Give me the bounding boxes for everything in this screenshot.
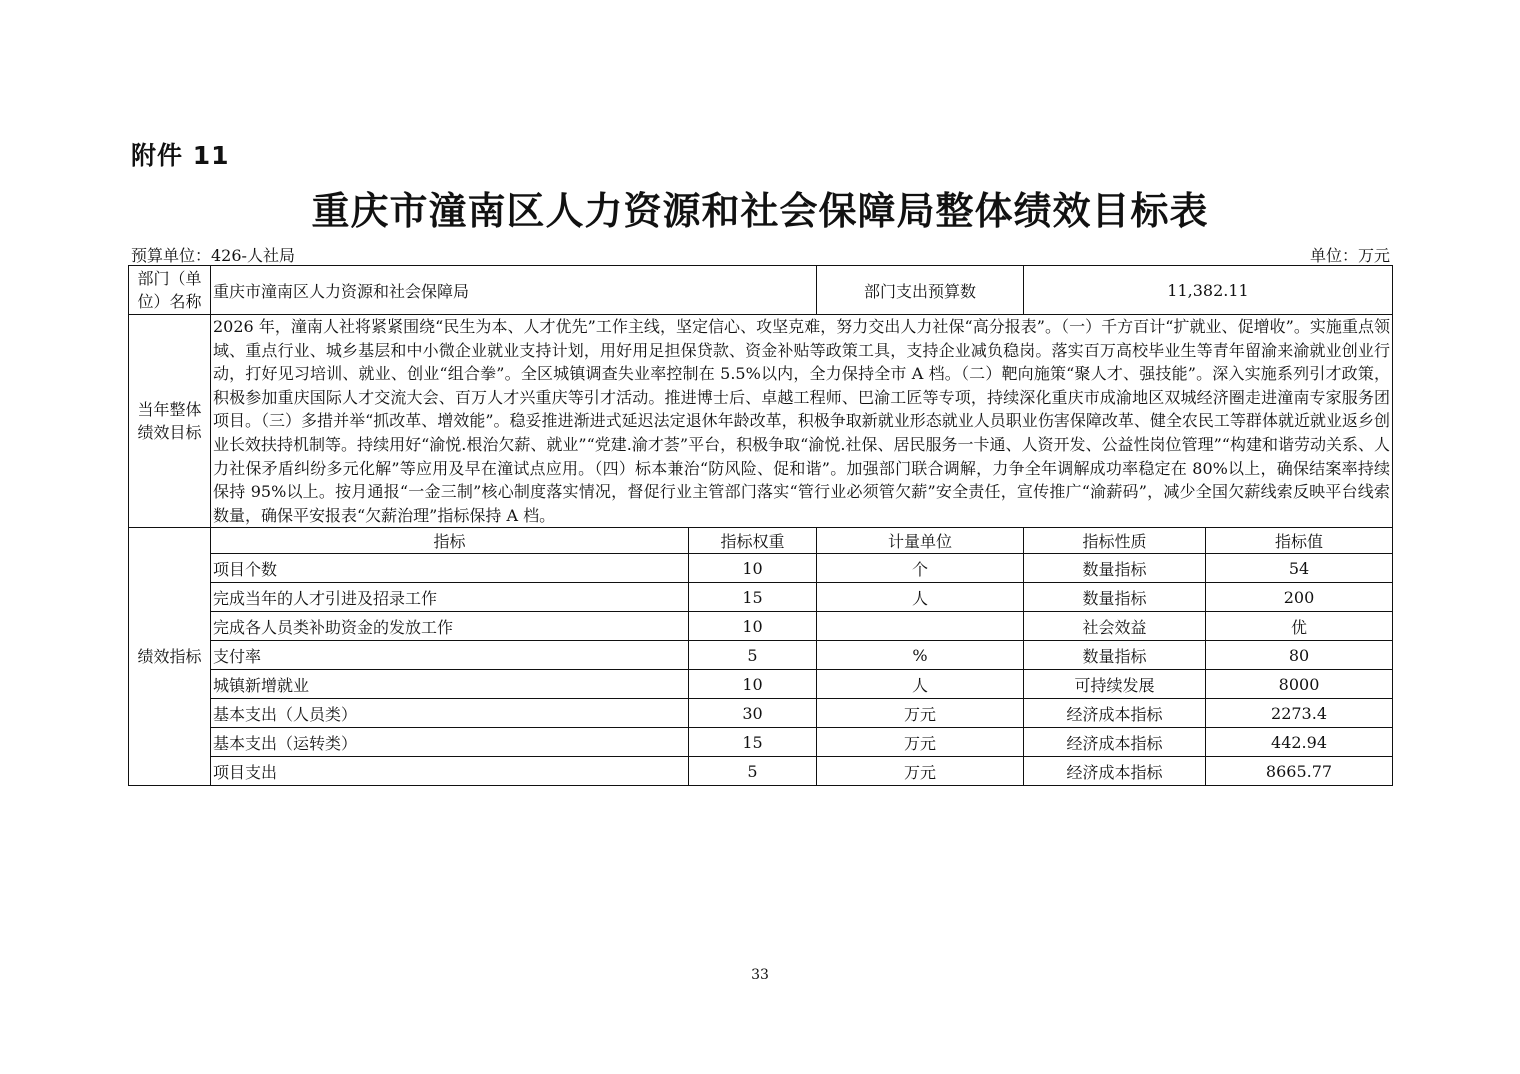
dept-row: [129, 266, 1393, 315]
indicator-unit: 个: [817, 554, 1024, 583]
table-row: [129, 699, 1393, 728]
table-row: [129, 583, 1393, 612]
header-unit: 计量单位: [817, 528, 1024, 554]
indicator-nature: 经济成本指标: [1024, 757, 1206, 786]
indicator-name: 完成各人员类补助资金的发放工作: [211, 612, 689, 641]
indicator-name: 基本支出（人员类）: [211, 699, 689, 728]
performance-table: [128, 265, 1393, 786]
indicator-name: 城镇新增就业: [211, 670, 689, 699]
indicator-weight: 15: [689, 583, 817, 612]
indicator-value: 优: [1206, 612, 1393, 641]
indicator-unit: 万元: [817, 757, 1024, 786]
indicator-nature: 数量指标: [1024, 641, 1206, 670]
indicator-weight: 10: [689, 612, 817, 641]
indicator-weight: 5: [689, 641, 817, 670]
dept-label: 部门（单位）名称: [129, 266, 211, 315]
indicator-value: 8665.77: [1206, 757, 1393, 786]
currency-unit: 单位：万元: [1309, 246, 1390, 265]
table-row: [129, 641, 1393, 670]
indicator-unit: 人: [817, 670, 1024, 699]
indicator-value: 8000: [1206, 670, 1393, 699]
header-nature: 指标性质: [1024, 528, 1206, 554]
indicator-name: 完成当年的人才引进及招录工作: [211, 583, 689, 612]
dept-budget-value: 11,382.11: [1024, 266, 1393, 315]
indicator-nature: 经济成本指标: [1024, 699, 1206, 728]
indicator-value: 80: [1206, 641, 1393, 670]
indicator-unit: 人: [817, 583, 1024, 612]
indicator-nature: 社会效益: [1024, 612, 1206, 641]
dept-name: 重庆市潼南区人力资源和社会保障局: [211, 266, 817, 315]
indicators-label: 绩效指标: [129, 528, 211, 786]
indicator-value: 200: [1206, 583, 1393, 612]
indicator-name: 基本支出（运转类）: [211, 728, 689, 757]
indicator-nature: 可持续发展: [1024, 670, 1206, 699]
page-number: 33: [751, 967, 769, 983]
indicator-unit: 万元: [817, 699, 1024, 728]
indicator-weight: 10: [689, 670, 817, 699]
table-row: [129, 554, 1393, 583]
table-row: [129, 728, 1393, 757]
indicator-nature: 数量指标: [1024, 554, 1206, 583]
attachment-label: 附件 11: [131, 141, 230, 170]
indicator-value: 54: [1206, 554, 1393, 583]
table-row: [129, 612, 1393, 641]
dept-budget-label: 部门支出预算数: [817, 266, 1024, 315]
budget-unit: 预算单位：426-人社局: [131, 246, 295, 265]
indicator-name: 支付率: [211, 641, 689, 670]
indicator-unit: 万元: [817, 728, 1024, 757]
indicator-unit: [817, 612, 1024, 641]
indicator-nature: 数量指标: [1024, 583, 1206, 612]
table-row: [129, 670, 1393, 699]
header-weight: 指标权重: [689, 528, 817, 554]
indicator-name: 项目支出: [211, 757, 689, 786]
indicator-weight: 5: [689, 757, 817, 786]
indicator-header-row: [129, 528, 1393, 554]
indicator-value: 442.94: [1206, 728, 1393, 757]
indicator-unit: %: [817, 641, 1024, 670]
header-value: 指标值: [1206, 528, 1393, 554]
header-indicator: 指标: [211, 528, 689, 554]
annual-goal-row: [129, 315, 1393, 528]
page-title: 重庆市潼南区人力资源和社会保障局整体绩效目标表: [311, 189, 1209, 233]
indicator-name: 项目个数: [211, 554, 689, 583]
indicator-weight: 15: [689, 728, 817, 757]
indicator-value: 2273.4: [1206, 699, 1393, 728]
annual-goal-label: 当年整体绩效目标: [129, 315, 211, 528]
indicator-weight: 30: [689, 699, 817, 728]
indicator-weight: 10: [689, 554, 817, 583]
annual-goal-text: 2026 年，潼南人社将紧紧围绕“民生为本、人才优先”工作主线，坚定信心、攻坚克难，努力交出人力社保“高分报表”。（一）千方百计“扩就业、促增收”。实施重点领域、重点行业、城乡基层和中小微企业就业支持计划，用好用足担保贷款、资金补贴等政策工具，支持企业减负稳岗。落实百万高校毕业生等青年留渝来渝就业创业行动，打好见习培训、就业、创业“组合拳”。全区城镇调查失业率控制在 5.5%以内，全力保持全市 A 档。（二）靶向施策“聚人才、强技能”。深入实施系列引才政策，积极参加重庆国际人才交流大会、百万人才兴重庆等引才活动。推进博士后、卓越工程师、巴渝工匠等专项，持续深化重庆市成渝地区双城经济圈走进潼南专家服务团项目。（三）多措并举“抓改革、增效能”。稳妥推进渐进式延迟法定退休年龄改革，积极争取新就业形态就业人员职业伤害保障改革、健全农民工等群体就近就业返乡创业长效扶持机制等。持续用好“渝悦.根治欠薪、就业”“党建.渝才荟”平台，积极争取“渝悦.社保、居民服务一卡通、人资开发、公益性岗位管理”“构建和谐劳动关系、人力社保矛盾纠纷多元化解”等应用及早在潼试点应用。（四）标本兼治“防风险、促和谐”。加强部门联合调解，力争全年调解成功率稳定在 80%以上，确保结案率持续保持 95%以上。按月通报“一金三制”核心制度落实情况，督促行业主管部门落实“管行业必须管欠薪”安全责任，宣传推广“渝薪码”，减少全国欠薪线索反映平台线索数量，确保平安报表“欠薪治理”指标保持 A 档。: [211, 315, 1393, 528]
table-row: [129, 757, 1393, 786]
indicator-nature: 经济成本指标: [1024, 728, 1206, 757]
